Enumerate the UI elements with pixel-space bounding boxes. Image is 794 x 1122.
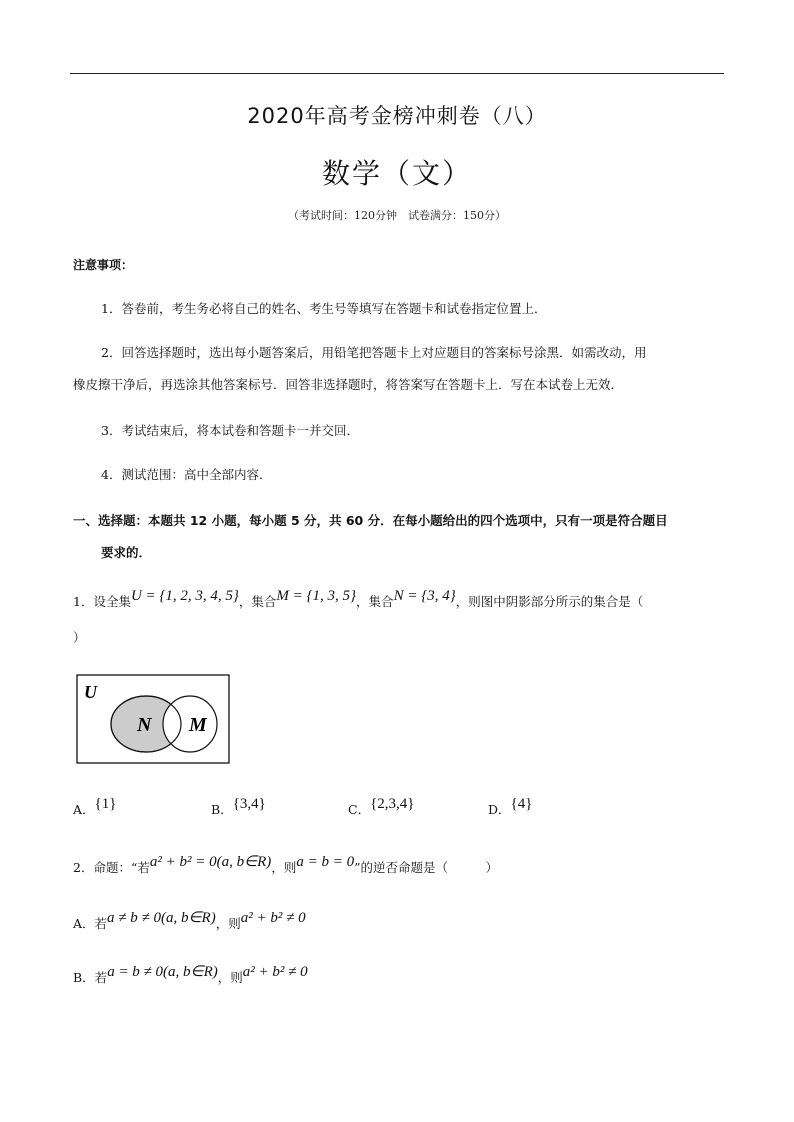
option-b[interactable]	[211, 796, 266, 819]
option-text: ，则	[215, 916, 241, 931]
universe-label: U	[84, 682, 97, 702]
section-heading: 一、选择题：本题共 12 小题，每小题 5 分，共 60 分．在每小题给出的四个选项中，只有一项是符合题目	[73, 513, 668, 528]
option-value: {4}	[510, 796, 533, 812]
exam-title: 2020年高考金榜冲刺卷（八）	[247, 104, 547, 128]
option-a[interactable]	[73, 796, 117, 819]
option-label: B．	[211, 802, 233, 817]
header-rule	[70, 73, 724, 74]
math-expression: N = {3, 4}	[393, 588, 456, 604]
question-text: ，则	[271, 860, 297, 875]
option-label: C．	[348, 802, 371, 817]
option-text: ，则	[217, 970, 243, 985]
q2-option-b[interactable]	[73, 964, 308, 987]
notice-heading: 注意事项：	[73, 258, 134, 272]
math-expression: a = b = 0	[296, 854, 355, 870]
exam-meta: （考试时间：120分钟 试卷满分：150分）	[288, 209, 506, 222]
notice-item: 4．测试范围：高中全部内容．	[101, 467, 272, 482]
option-value: {2,3,4}	[370, 796, 415, 812]
math-expression: M = {1, 3, 5}	[276, 588, 357, 604]
math-expression: a² + b² ≠ 0	[242, 964, 308, 980]
question-2	[73, 854, 498, 877]
option-label: B．若	[73, 970, 108, 985]
q2-option-a[interactable]	[73, 910, 306, 933]
question-text: ，集合	[238, 594, 277, 609]
question-text: 2．命题：“若	[73, 860, 150, 875]
notice-item: 1．答卷前，考生务必将自己的姓名、考生号等填写在答题卡和试卷指定位置上．	[101, 301, 547, 316]
option-label: D．	[488, 802, 511, 817]
exam-subject: 数学（文）	[321, 157, 472, 190]
option-label: A．若	[73, 916, 108, 931]
venn-diagram	[76, 674, 232, 766]
notice-item: 2．回答选择题时，选出每小题答案后，用铅笔把答题卡上对应题目的答案标号涂黑．如需改动，用	[101, 345, 647, 360]
set-m-label: M	[189, 714, 207, 736]
notice-item-continued: 橡皮擦干净后，再选涂其他答案标号．回答非选择题时，将答案写在答题卡上．写在本试卷上无效．	[73, 377, 624, 392]
math-expression: a² + b² ≠ 0	[240, 910, 306, 926]
math-expression: a² + b² = 0(a, b∈R)	[149, 854, 272, 870]
question-text: ，集合	[356, 594, 394, 609]
option-label: A．	[73, 802, 95, 817]
question-1-close: ）	[73, 630, 86, 645]
math-expression: a ≠ b ≠ 0(a, b∈R)	[107, 910, 216, 926]
notice-item: 3．考试结束后，将本试卷和答题卡一并交回．	[101, 423, 359, 438]
math-expression: U = {1, 2, 3, 4, 5}	[130, 588, 239, 604]
question-text: 1．设全集	[73, 594, 131, 609]
question-text: ，则图中阴影部分所示的集合是（	[455, 594, 644, 609]
question-text: ”的逆否命题是（ ）	[354, 860, 498, 875]
option-value: {1}	[94, 796, 117, 812]
math-expression: a = b ≠ 0(a, b∈R)	[107, 964, 218, 980]
option-d[interactable]	[488, 796, 533, 819]
set-n-label: N	[137, 714, 152, 736]
option-value: {3,4}	[232, 796, 266, 812]
section-heading-continued: 要求的．	[101, 545, 152, 560]
option-c[interactable]	[348, 796, 415, 819]
question-1	[73, 588, 644, 611]
